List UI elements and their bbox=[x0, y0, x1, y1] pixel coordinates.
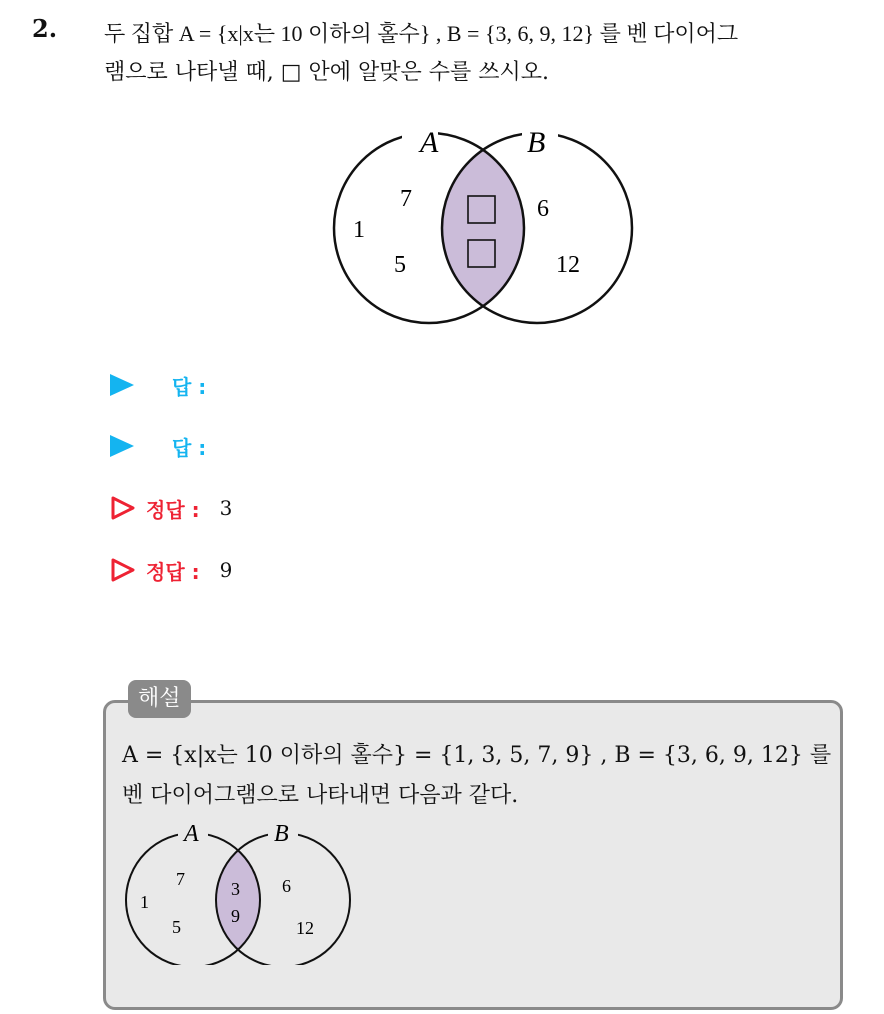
correct-answer-value: 9 bbox=[219, 558, 233, 582]
venn-value: 9 bbox=[231, 906, 240, 926]
explanation-text bbox=[122, 736, 832, 816]
correct-answer-label: 정답 : bbox=[146, 559, 200, 584]
answer-row bbox=[110, 428, 206, 464]
correct-answer-row bbox=[110, 552, 232, 588]
venn-value: 5 bbox=[394, 252, 406, 278]
solution-venn-diagram bbox=[120, 815, 360, 965]
answer-row bbox=[110, 367, 206, 403]
play-arrow-icon bbox=[110, 374, 134, 396]
explanation-line-1: A = {x|x는 10 이하의 홀수} = {1, 3, 5, 7, 9} , B = {3, 6, 9, 12} 를 bbox=[122, 743, 832, 768]
outline-arrow-icon bbox=[110, 557, 136, 583]
venn-value: 6 bbox=[537, 196, 549, 222]
question-number: 2. bbox=[32, 14, 58, 43]
venn-value: 7 bbox=[176, 869, 185, 889]
correct-answer-row bbox=[110, 490, 232, 526]
venn-value: 12 bbox=[296, 918, 314, 938]
set-b-label: B bbox=[274, 821, 289, 847]
answer-label: 답 : bbox=[172, 435, 207, 460]
venn-value: 1 bbox=[140, 892, 149, 912]
question-venn-diagram bbox=[330, 120, 640, 325]
correct-answer-value: 3 bbox=[219, 496, 233, 520]
venn-value: 1 bbox=[353, 217, 365, 243]
explanation-tag: 해설 bbox=[128, 680, 191, 718]
question-text bbox=[104, 14, 874, 92]
venn-value: 3 bbox=[231, 879, 240, 899]
venn-value: 5 bbox=[172, 917, 181, 937]
outline-arrow-icon bbox=[110, 495, 136, 521]
question-line-2: 램으로 나타낼 때, □ 안에 알맞은 수를 쓰시오. bbox=[104, 60, 550, 85]
correct-answer-label: 정답 : bbox=[146, 497, 200, 522]
venn-value: 7 bbox=[400, 186, 412, 212]
set-a-label: A bbox=[184, 821, 199, 847]
explanation-line-2: 벤 다이어그램으로 나타내면 다음과 같다. bbox=[122, 783, 519, 808]
question-line-1: 두 집합 A = {x|x는 10 이하의 홀수} , B = {3, 6, 9, 12} 를 벤 다이어그 bbox=[104, 21, 739, 46]
play-arrow-icon bbox=[110, 435, 134, 457]
set-a-label: A bbox=[420, 126, 439, 159]
venn-value: 12 bbox=[556, 252, 580, 278]
set-b-label: B bbox=[527, 126, 546, 159]
answer-label: 답 : bbox=[172, 374, 207, 399]
venn-value: 6 bbox=[282, 876, 291, 896]
